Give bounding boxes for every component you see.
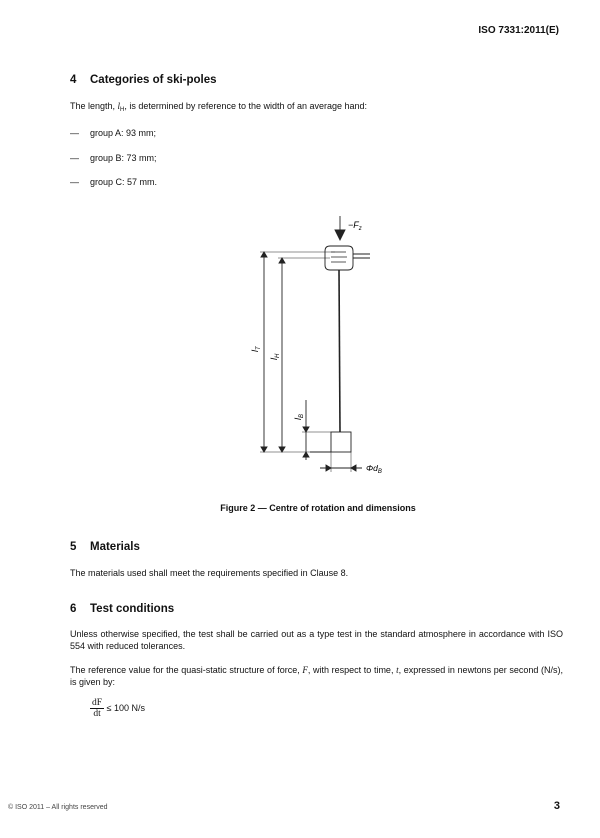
section-6-heading <box>70 603 174 615</box>
formula-rhs: ≤ 100 N/s <box>106 702 146 713</box>
list-item: — group C: 57 mm. <box>70 177 158 187</box>
basket-length-label: $l_B$ <box>293 413 305 420</box>
total-length-label: $l_T$ <box>250 346 262 352</box>
section-number: 6 <box>70 603 77 615</box>
section-title: Test conditions <box>90 603 175 615</box>
section-5-text: The materials used shall meet the requirements specified in Clause 8. <box>70 568 349 578</box>
diameter-label: $\Phi d_B$ <box>366 463 382 475</box>
derivative-fraction <box>90 698 104 719</box>
list-item: — group B: 73 mm; <box>70 153 157 163</box>
document-id: ISO 7331:2011(E) <box>478 25 559 36</box>
copyright-notice: © ISO 2011 – All rights reserved <box>8 804 108 811</box>
list-item: — group A: 93 mm; <box>70 128 157 138</box>
fraction-numerator: dF <box>92 698 103 708</box>
section-6-paragraph-2: The reference value for the quasi-static structure of force, F, with respect to time, t, expressed in newtons per second (N/s), is given by: <box>70 665 564 687</box>
ski-pole-figure <box>230 210 420 490</box>
figure-caption: Figure 2 — Centre of rotation and dimensions <box>220 503 416 513</box>
fraction-denominator: dt <box>93 709 101 719</box>
section-title: Categories of ski-poles <box>90 74 217 86</box>
section-6-paragraph-1: Unless otherwise specified, the test shall be carried out as a type test in the standard atmosphere in accordance with ISO 554 with reduced tolerances. <box>70 629 563 651</box>
section-5-heading <box>70 541 140 553</box>
section-number: 4 <box>70 74 77 86</box>
force-arrow-head <box>335 230 345 240</box>
hand-length-label: $l_H$ <box>269 353 281 360</box>
formula <box>90 698 145 719</box>
force-label: $-F_z$ <box>348 220 362 232</box>
basket <box>331 432 351 452</box>
section-title: Materials <box>90 541 140 553</box>
section-4-heading <box>70 74 217 86</box>
section-number: 5 <box>70 541 77 553</box>
pole-shaft <box>339 270 340 432</box>
page-number: 3 <box>553 800 560 812</box>
section-4-intro: The length, $l_H$, is determined by reference to the width of an average hand: <box>70 101 368 113</box>
